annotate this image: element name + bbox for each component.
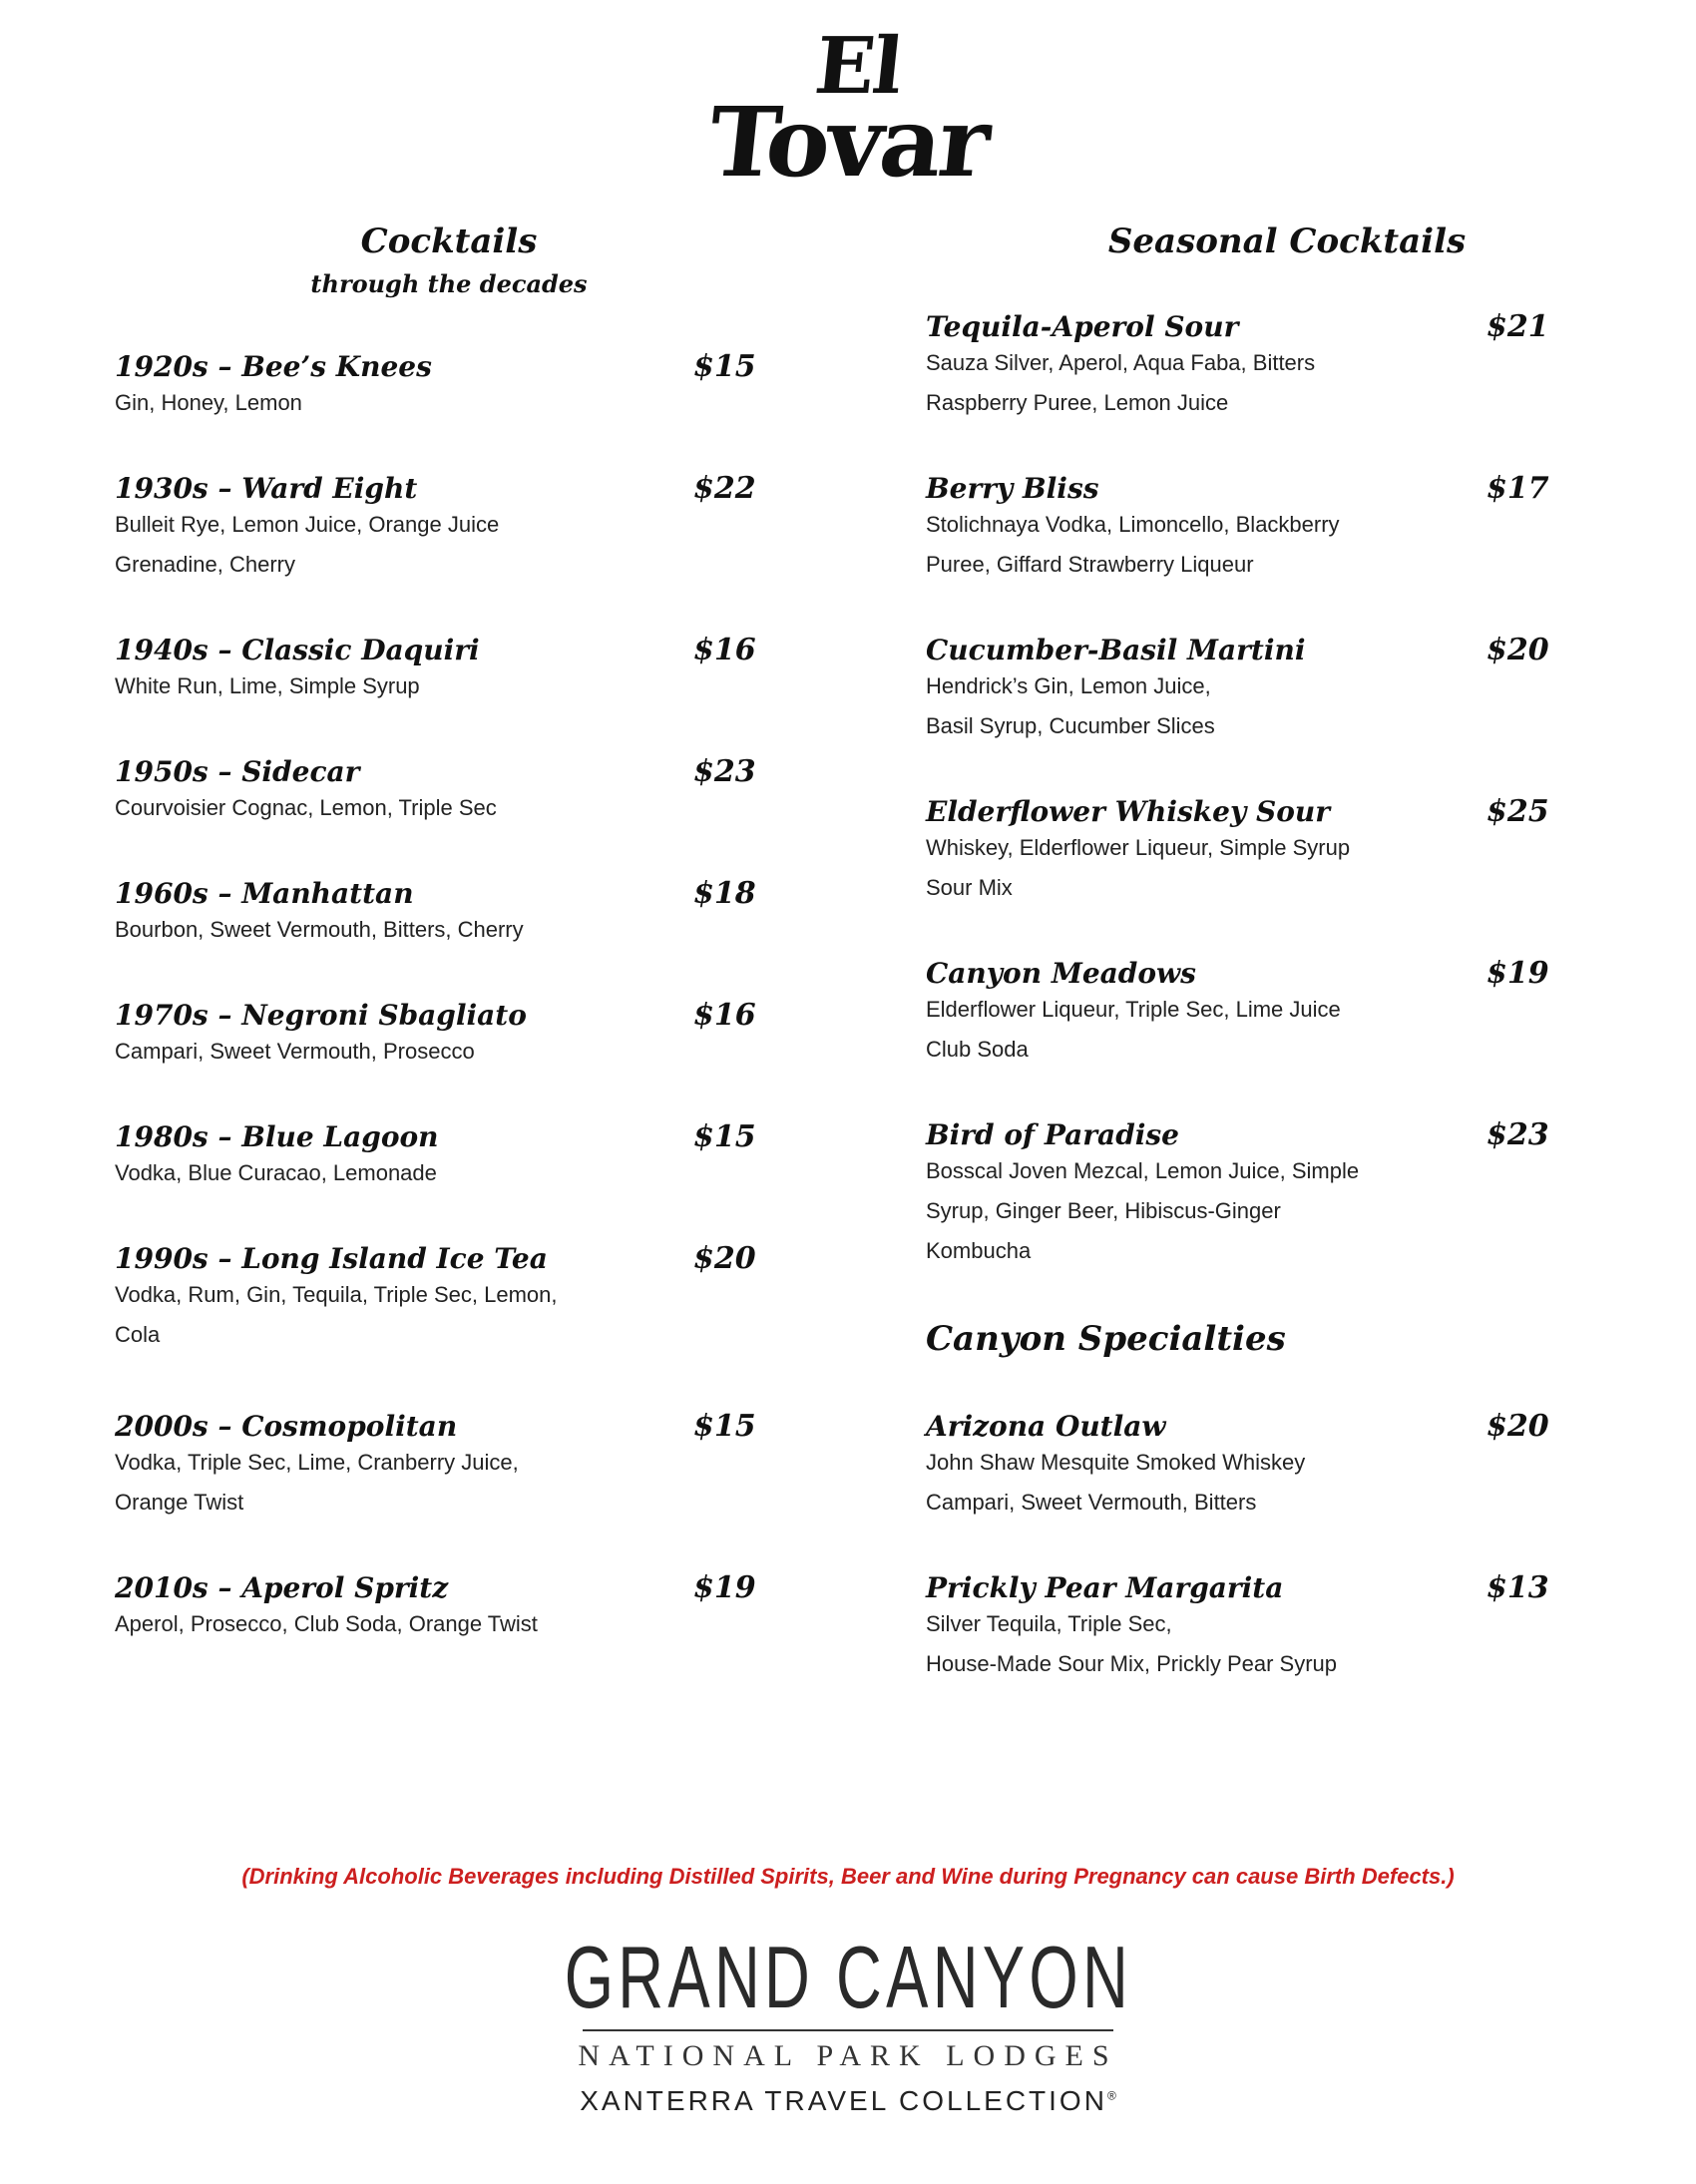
item-description: Vodka, Blue Curacao, Lemonade: [115, 1160, 437, 1185]
item-price: $25: [1486, 794, 1549, 829]
item-description: Campari, Sweet Vermouth, Prosecco: [115, 1039, 475, 1064]
item-name: Canyon Meadows: [926, 957, 1196, 990]
menu-item: [115, 633, 756, 706]
menu-item: [115, 754, 756, 828]
left-heading: Cocktails: [360, 221, 538, 261]
item-price: $21: [1486, 309, 1549, 344]
pregnancy-warning: (Drinking Alcoholic Beverages including Distilled Spirits, Beer and Wine during Pregnancy can cause Birth Defects.): [241, 1864, 1455, 1889]
item-description: Stolichnaya Vodka, Limoncello, Blackberry Puree, Giffard Strawberry Liqueur: [926, 512, 1340, 577]
item-name: 1980s – Blue Lagoon: [115, 1120, 439, 1153]
el-tovar-logo: [0, 21, 1696, 200]
item-name: Arizona Outlaw: [926, 1410, 1166, 1443]
item-description: Gin, Honey, Lemon: [115, 390, 302, 415]
item-price: $16: [693, 633, 756, 667]
logo-line-2: Tovar: [703, 86, 993, 200]
item-name: 1920s – Bee’s Knees: [115, 350, 432, 383]
item-price: $20: [1486, 1409, 1549, 1444]
item-description: Silver Tequila, Triple Sec, House-Made Sour Mix, Prickly Pear Syrup: [926, 1611, 1338, 1676]
item-description: Bulleit Rye, Lemon Juice, Orange Juice Grenadine, Cherry: [115, 512, 500, 577]
menu-item: [926, 309, 1564, 423]
item-price: $18: [693, 876, 756, 911]
brand-main: GRAND CANYON: [564, 1928, 1132, 2026]
menu-item: [926, 1570, 1564, 1684]
item-name: Tequila-Aperol Sour: [926, 310, 1239, 343]
item-description: Vodka, Rum, Gin, Tequila, Triple Sec, Lemon, Cola: [115, 1282, 558, 1347]
item-description: White Run, Lime, Simple Syrup: [115, 673, 420, 698]
brand-divider: [583, 2029, 1113, 2031]
item-price: $13: [1486, 1570, 1549, 1605]
item-description: Hendrick’s Gin, Lemon Juice, Basil Syrup, Cucumber Slices: [926, 673, 1215, 738]
menu-item: [926, 1409, 1564, 1523]
item-name: Cucumber-Basil Martini: [926, 634, 1306, 666]
item-name: Elderflower Whiskey Sour: [926, 795, 1331, 828]
item-description: Aperol, Prosecco, Club Soda, Orange Twist: [115, 1611, 538, 1636]
menu-item: [115, 998, 756, 1072]
item-name: Bird of Paradise: [926, 1118, 1179, 1151]
menu-item: [926, 633, 1564, 746]
menu-item: [115, 876, 756, 950]
item-price: $16: [693, 998, 756, 1033]
item-description: Bosscal Joven Mezcal, Lemon Juice, Simple Syrup, Ginger Beer, Hibiscus-Ginger Kombucha: [926, 1158, 1360, 1263]
menu-item: [115, 349, 756, 423]
item-price: $23: [1486, 1117, 1549, 1152]
item-name: 1940s – Classic Daquiri: [115, 634, 480, 666]
item-description: Bourbon, Sweet Vermouth, Bitters, Cherry: [115, 917, 524, 942]
item-description: Vodka, Triple Sec, Lime, Cranberry Juice, Orange Twist: [115, 1450, 519, 1515]
menu-item: [115, 471, 756, 585]
item-price: $19: [693, 1570, 756, 1605]
registered-mark: ®: [1106, 2088, 1116, 2103]
item-price: $15: [693, 1119, 756, 1154]
brand-sub: NATIONAL PARK LODGES: [578, 2039, 1118, 2072]
menu-item: [115, 1409, 756, 1523]
right-heading: Seasonal Cocktails: [1107, 221, 1467, 261]
item-description: Elderflower Liqueur, Triple Sec, Lime Juice Club Soda: [926, 997, 1341, 1062]
menu-item: [926, 794, 1564, 908]
brand-collection: XANTERRA TRAVEL COLLECTION®: [580, 2085, 1116, 2116]
item-name: 1970s – Negroni Sbagliato: [115, 999, 527, 1032]
item-price: $22: [693, 471, 756, 506]
left-subheading: through the decades: [310, 269, 588, 298]
item-description: Whiskey, Elderflower Liqueur, Simple Syrup Sour Mix: [926, 835, 1351, 900]
menu-item: [115, 1119, 756, 1193]
item-price: $17: [1486, 471, 1549, 506]
menu-item: [926, 1117, 1564, 1271]
menu-item: [926, 471, 1564, 585]
item-price: $15: [693, 349, 756, 384]
item-price: $23: [693, 754, 756, 789]
item-name: 1930s – Ward Eight: [115, 472, 418, 505]
item-name: 2010s – Aperol Spritz: [115, 1571, 449, 1604]
item-price: $20: [693, 1241, 756, 1276]
item-description: Courvoisier Cognac, Lemon, Triple Sec: [115, 795, 497, 820]
item-name: 1960s – Manhattan: [115, 877, 414, 910]
item-price: $15: [693, 1409, 756, 1444]
item-name: 1990s – Long Island Ice Tea: [115, 1242, 548, 1275]
logo-line-1: El: [810, 21, 906, 112]
specialties-title: Canyon Specialties: [926, 1319, 1286, 1359]
item-name: Berry Bliss: [926, 472, 1099, 505]
item-description: Sauza Silver, Aperol, Aqua Faba, Bitters Raspberry Puree, Lemon Juice: [926, 350, 1316, 415]
item-name: 2000s – Cosmopolitan: [115, 1410, 458, 1443]
item-name: 1950s – Sidecar: [115, 755, 360, 788]
grand-canyon-logo: [0, 1928, 1696, 2117]
menu-item: [115, 1570, 756, 1644]
menu-item: [926, 956, 1564, 1070]
item-name: Prickly Pear Margarita: [926, 1571, 1284, 1604]
item-price: $19: [1486, 956, 1549, 991]
menu-item: [115, 1241, 756, 1355]
item-price: $20: [1486, 633, 1549, 667]
item-description: John Shaw Mesquite Smoked Whiskey Campari, Sweet Vermouth, Bitters: [926, 1450, 1306, 1515]
